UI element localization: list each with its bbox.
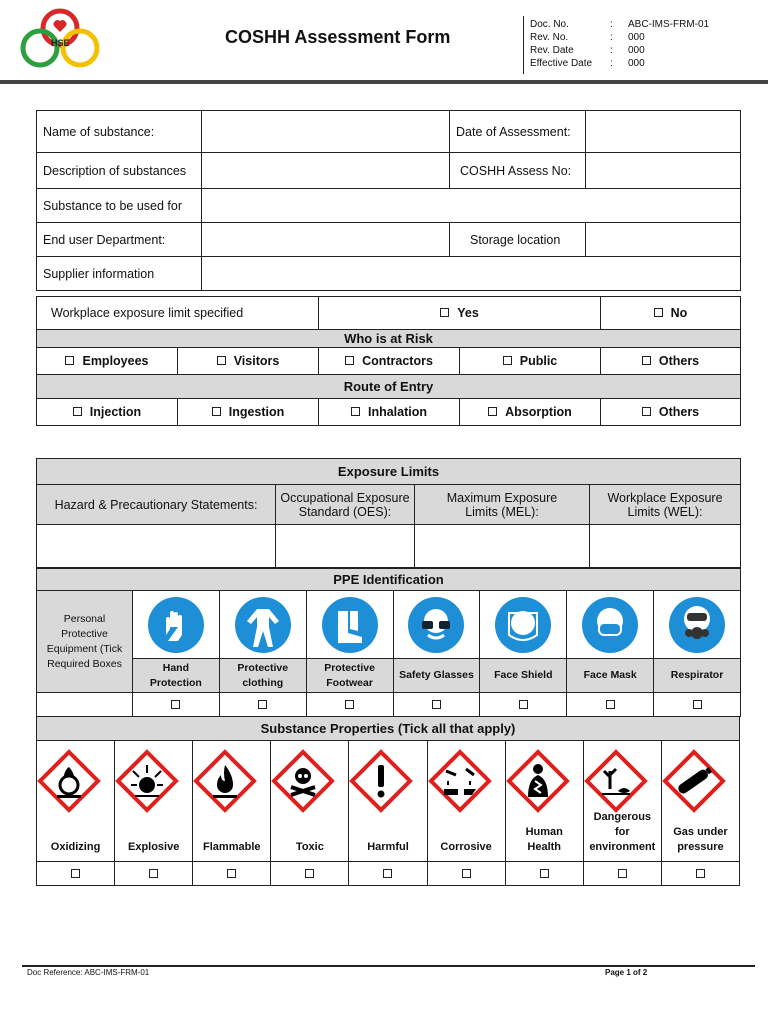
oes-header: Occupational Exposure Standard (OES):	[276, 485, 415, 525]
risk-option[interactable]	[37, 348, 178, 375]
wel-header: Workplace Exposure Limits (WEL):	[590, 485, 741, 525]
ppe-icon-cell	[132, 591, 219, 659]
risk-title: Who is at Risk	[37, 330, 741, 348]
hazard-statements-field[interactable]	[37, 525, 276, 568]
ppe-checkbox[interactable]	[345, 700, 354, 709]
route-option[interactable]	[460, 399, 601, 426]
doc-meta-row	[528, 18, 711, 31]
risk-option-label: Public	[519, 354, 558, 368]
property-checkbox[interactable]	[696, 869, 705, 878]
ppe-blank-cell	[37, 693, 133, 717]
meta-label: Effective Date	[530, 58, 593, 69]
coverall-icon	[235, 597, 291, 653]
meta-label: Rev. Date	[530, 45, 574, 56]
risk-option-label: Contractors	[362, 354, 433, 368]
date-of-assessment-field[interactable]	[586, 111, 741, 153]
end-user-dept-field[interactable]	[202, 223, 450, 257]
ppe-check-cell[interactable]	[306, 693, 393, 717]
ppe-label-cell	[480, 659, 567, 693]
property-checkbox[interactable]	[227, 869, 236, 878]
property-checkbox[interactable]	[540, 869, 549, 878]
ppe-icon-cell	[567, 591, 654, 659]
property-cell	[505, 741, 583, 862]
risk-checkbox[interactable]	[503, 356, 512, 365]
risk-checkbox[interactable]	[642, 356, 651, 365]
ppe-checkbox[interactable]	[432, 700, 441, 709]
toxic-icon	[271, 749, 348, 818]
ppe-table	[36, 568, 741, 717]
used-for-label: Substance to be used for	[37, 189, 202, 223]
property-label: Oxidizing	[50, 841, 101, 853]
meta-sep: :	[610, 45, 613, 56]
flammable-icon	[193, 749, 270, 818]
meta-value: 000	[628, 58, 645, 69]
ppe-label: Face Mask	[583, 669, 637, 681]
harmful-icon	[349, 749, 426, 818]
risk-table	[36, 296, 741, 426]
risk-checkbox[interactable]	[345, 356, 354, 365]
coshh-no-field[interactable]	[586, 153, 741, 189]
storage-location-field[interactable]	[586, 223, 741, 257]
mel-field[interactable]	[415, 525, 590, 568]
property-check-cell[interactable]	[661, 862, 739, 886]
route-option-label: Inhalation	[367, 405, 428, 419]
wel-field[interactable]	[590, 525, 741, 568]
logo-text: HSE	[51, 38, 70, 48]
ppe-check-cell[interactable]	[654, 693, 741, 717]
property-label: Toxic	[295, 841, 324, 853]
name-of-substance-label: Name of substance:	[37, 111, 202, 153]
gas-cylinder-icon	[662, 749, 739, 818]
ppe-icon-cell	[219, 591, 306, 659]
ppe-side-label: Personal Protective Equipment (Tick Required Boxes	[37, 591, 133, 693]
face-shield-icon	[495, 597, 551, 653]
environment-icon	[584, 749, 661, 818]
property-checkbox[interactable]	[618, 869, 627, 878]
ppe-check-cell[interactable]	[480, 693, 567, 717]
ppe-label: Face Shield	[494, 669, 553, 681]
meta-label: Doc. No.	[530, 19, 569, 30]
risk-option[interactable]	[178, 348, 319, 375]
property-checkbox[interactable]	[149, 869, 158, 878]
property-cell	[583, 741, 661, 862]
health-hazard-icon	[506, 749, 583, 818]
wel-no-option[interactable]	[601, 297, 741, 330]
exposure-title: Exposure Limits	[37, 459, 741, 485]
doc-meta-divider	[523, 16, 524, 74]
risk-checkbox[interactable]	[217, 356, 226, 365]
substance-info-table	[36, 110, 741, 291]
ppe-icon-cell	[654, 591, 741, 659]
ppe-checkbox[interactable]	[519, 700, 528, 709]
oes-field[interactable]	[276, 525, 415, 568]
route-option-label: Ingestion	[228, 405, 285, 419]
doc-meta-row	[528, 57, 711, 70]
meta-sep: :	[610, 58, 613, 69]
oxidizing-icon	[37, 749, 114, 818]
header-divider	[0, 80, 768, 84]
meta-label: Rev. No.	[530, 32, 569, 43]
route-option-label: Others	[658, 405, 700, 419]
ppe-label-cell	[132, 659, 219, 693]
property-label: Human Health	[525, 826, 563, 853]
wel-no-checkbox[interactable]	[654, 308, 663, 317]
gloves-icon	[148, 597, 204, 653]
property-label: Flammable	[203, 841, 261, 853]
property-label: Harmful	[367, 841, 409, 853]
risk-option[interactable]	[460, 348, 601, 375]
route-option[interactable]	[601, 399, 741, 426]
meta-sep: :	[610, 32, 613, 43]
ppe-checkbox[interactable]	[171, 700, 180, 709]
supplier-field[interactable]	[202, 257, 741, 291]
wel-yes-option[interactable]	[319, 297, 601, 330]
corrosive-icon	[428, 749, 505, 818]
end-user-dept-label: End user Department:	[37, 223, 202, 257]
route-checkbox[interactable]	[488, 407, 497, 416]
footer-doc-reference: Doc Reference: ABC-IMS-FRM-01	[27, 968, 150, 977]
ppe-icon-cell	[393, 591, 480, 659]
route-option[interactable]	[37, 399, 178, 426]
property-check-cell[interactable]	[583, 862, 661, 886]
safety-glasses-icon	[408, 597, 464, 653]
meta-value: ABC-IMS-FRM-01	[628, 19, 710, 30]
meta-value: 000	[628, 45, 645, 56]
risk-option-label: Others	[658, 354, 700, 368]
route-option[interactable]	[319, 399, 460, 426]
property-checkbox[interactable]	[71, 869, 80, 878]
ppe-checkbox[interactable]	[606, 700, 615, 709]
route-checkbox[interactable]	[212, 407, 221, 416]
exposure-table	[36, 458, 741, 568]
property-cell	[193, 741, 271, 862]
ppe-check-cell[interactable]	[219, 693, 306, 717]
ppe-label: Safety Glasses	[399, 669, 474, 681]
wel-yes-label: Yes	[457, 306, 479, 320]
doc-meta-row	[528, 44, 711, 57]
risk-option-label: Visitors	[233, 354, 280, 368]
coshh-no-label: COSHH Assess No:	[450, 153, 586, 189]
supplier-label: Supplier information	[37, 257, 202, 291]
property-label: Gas under pressure	[673, 826, 728, 853]
property-label: Dangerous for environment	[589, 811, 656, 853]
property-check-cell[interactable]	[37, 862, 115, 886]
ppe-label-cell	[393, 659, 480, 693]
property-label: Corrosive	[440, 841, 492, 853]
boots-icon	[322, 597, 378, 653]
route-checkbox[interactable]	[642, 407, 651, 416]
face-mask-icon	[582, 597, 638, 653]
property-check-cell[interactable]	[271, 862, 349, 886]
property-check-cell[interactable]	[349, 862, 427, 886]
ppe-checkbox[interactable]	[258, 700, 267, 709]
property-checkbox[interactable]	[462, 869, 471, 878]
ppe-label: Protective clothing	[237, 661, 289, 689]
ppe-check-cell[interactable]	[567, 693, 654, 717]
property-cell	[115, 741, 193, 862]
properties-title: Substance Properties (Tick all that apply)	[37, 717, 740, 741]
property-cell	[271, 741, 349, 862]
date-of-assessment-label: Date of Assessment:	[450, 111, 586, 153]
explosive-icon	[115, 749, 192, 818]
risk-option-label: Employees	[82, 354, 149, 368]
property-check-cell[interactable]	[427, 862, 505, 886]
ppe-icon-cell	[306, 591, 393, 659]
wel-yes-checkbox[interactable]	[440, 308, 449, 317]
meta-sep: :	[610, 19, 613, 30]
ppe-label-cell	[219, 659, 306, 693]
property-cell	[349, 741, 427, 862]
ppe-check-cell[interactable]	[393, 693, 480, 717]
logo	[18, 8, 102, 68]
route-option-label: Absorption	[505, 405, 572, 419]
name-of-substance-field[interactable]	[202, 111, 450, 153]
route-checkbox[interactable]	[351, 407, 360, 416]
property-cell	[661, 741, 739, 862]
ppe-title: PPE Identification	[37, 569, 741, 591]
property-checkbox[interactable]	[305, 869, 314, 878]
mel-header: Maximum Exposure Limits (MEL):	[415, 485, 590, 525]
hazard-statements-header: Hazard & Precautionary Statements:	[37, 485, 276, 525]
properties-table	[36, 716, 740, 886]
description-label: Description of substances	[37, 153, 202, 189]
ppe-check-cell[interactable]	[132, 693, 219, 717]
ppe-checkbox[interactable]	[693, 700, 702, 709]
storage-location-label: Storage location	[450, 223, 586, 257]
property-check-cell[interactable]	[505, 862, 583, 886]
respirator-icon	[669, 597, 725, 653]
description-field[interactable]	[202, 153, 450, 189]
ppe-label-cell	[654, 659, 741, 693]
ppe-icon-cell	[480, 591, 567, 659]
ppe-label: Respirator	[670, 669, 724, 681]
wel-label: Workplace exposure limit specified	[37, 297, 319, 330]
route-checkbox[interactable]	[73, 407, 82, 416]
risk-checkbox[interactable]	[65, 356, 74, 365]
property-cell	[427, 741, 505, 862]
property-cell	[37, 741, 115, 862]
property-label: Explosive	[127, 841, 180, 853]
doc-meta-row	[528, 31, 711, 44]
meta-value: 000	[628, 32, 645, 43]
route-option-label: Injection	[89, 405, 142, 419]
footer-page-number: Page 1 of 2	[605, 968, 648, 977]
page-title: COSHH Assessment Form	[225, 27, 451, 47]
risk-option[interactable]	[319, 348, 460, 375]
property-check-cell[interactable]	[115, 862, 193, 886]
ppe-label-cell	[306, 659, 393, 693]
used-for-field[interactable]	[202, 189, 741, 223]
wel-no-label: No	[670, 306, 688, 320]
route-option[interactable]	[178, 399, 319, 426]
property-check-cell[interactable]	[193, 862, 271, 886]
ppe-label: Protective Footwear	[324, 661, 375, 689]
doc-meta	[528, 18, 711, 70]
footer-divider	[22, 965, 755, 967]
ppe-label-cell	[567, 659, 654, 693]
risk-option[interactable]	[601, 348, 741, 375]
property-checkbox[interactable]	[383, 869, 392, 878]
route-title: Route of Entry	[37, 375, 741, 399]
ppe-label: Hand Protection	[149, 661, 202, 689]
